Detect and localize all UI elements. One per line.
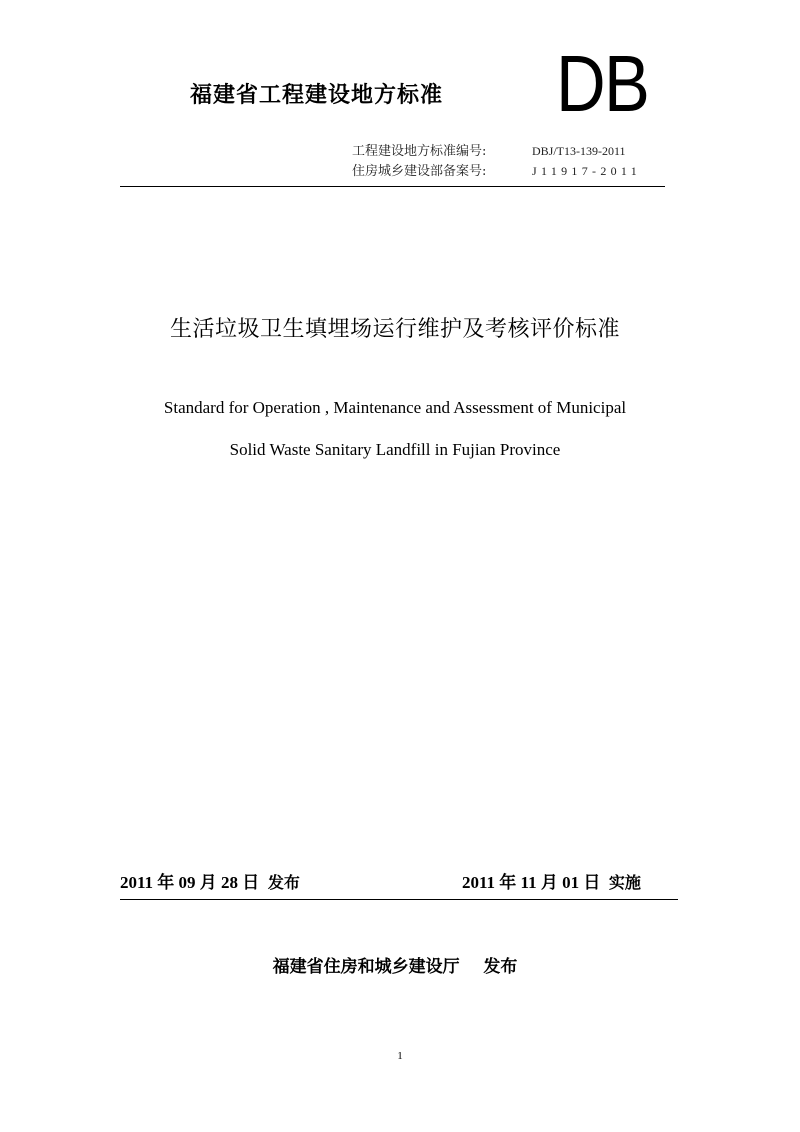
- standard-number-label: 工程建设地方标准编号:: [352, 144, 487, 159]
- effective-date-line: [462, 868, 641, 893]
- standard-number-row: [352, 140, 626, 159]
- page-number: 1: [397, 1050, 403, 1062]
- publish-date-line: [120, 868, 300, 893]
- document-title-zh: 生活垃圾卫生填埋场运行维护及考核评价标准: [169, 317, 620, 342]
- publish-label: 发布: [267, 873, 300, 892]
- effective-label: 实施: [608, 873, 641, 892]
- date-divider: [120, 899, 678, 900]
- standard-number-value: DBJ/T13-139-2011: [532, 144, 626, 158]
- issuer-name: 福建省住房和城乡建设厅: [272, 957, 460, 977]
- effective-date: 2011 年 11 月 01 日: [462, 873, 601, 892]
- filing-number-label: 住房城乡建设部备案号:: [352, 164, 487, 179]
- filing-number-row: [352, 160, 641, 179]
- issuer-line: [0, 952, 790, 977]
- document-title-en-line2: Solid Waste Sanitary Landfill in Fujian Province: [229, 440, 561, 459]
- filing-number-value: J11917-2011: [532, 164, 642, 178]
- issuer-action: 发布: [483, 957, 518, 977]
- standard-category-title: 福建省工程建设地方标准: [190, 83, 444, 108]
- document-title-en-line1: Standard for Operation , Maintenance and Assessment of Municipal: [163, 398, 627, 417]
- header-divider: [120, 186, 665, 187]
- db-logo: DB: [556, 39, 649, 128]
- publish-date: 2011 年 09 月 28 日: [120, 873, 260, 892]
